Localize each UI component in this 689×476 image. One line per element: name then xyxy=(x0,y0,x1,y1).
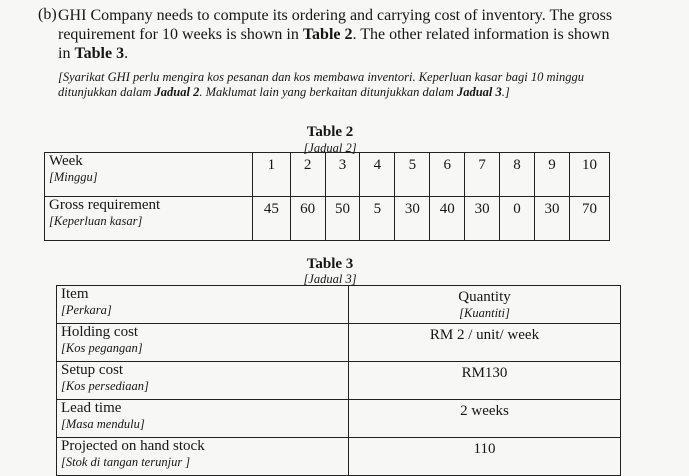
requirement-cell: 50 xyxy=(325,197,360,241)
requirement-cell: 5 xyxy=(360,197,395,241)
item-cell: Lead time [Masa mendulu] xyxy=(57,400,349,438)
requirement-cell: 30 xyxy=(534,197,569,241)
week-cell: 9 xyxy=(534,153,569,197)
table-row xyxy=(57,400,621,438)
table-row xyxy=(57,362,621,400)
quantity-cell: 110 xyxy=(349,438,621,476)
table2-week-label: Week [Minggu] xyxy=(45,153,253,197)
requirement-cell: 70 xyxy=(569,197,609,241)
table2-requirement-label: Gross requirement [Keperluan kasar] xyxy=(45,197,253,241)
week-cell: 8 xyxy=(500,153,535,197)
requirement-cell: 45 xyxy=(253,197,290,241)
question-text xyxy=(58,6,658,63)
question-line-3: in Table 3. xyxy=(58,45,129,62)
week-cell: 7 xyxy=(465,153,500,197)
week-cell: 4 xyxy=(360,153,395,197)
item-cell: Setup cost [Kos persediaan] xyxy=(57,362,349,400)
table2-title: Table 2 xyxy=(306,124,354,140)
table3-subtitle: [Jadual 3] xyxy=(303,272,357,286)
table3-title: Table 3 xyxy=(306,256,354,272)
week-cell: 10 xyxy=(569,153,609,197)
requirement-cell: 0 xyxy=(500,197,535,241)
table3-header-quantity: Quantity [Kuantiti] xyxy=(349,286,621,324)
requirement-cell: 40 xyxy=(430,197,465,241)
week-cell: 6 xyxy=(430,153,465,197)
week-cell: 5 xyxy=(395,153,430,197)
week-cell: 1 xyxy=(253,153,290,197)
table-row xyxy=(45,197,610,241)
week-cell: 2 xyxy=(290,153,325,197)
week-cell: 3 xyxy=(325,153,360,197)
table-3 xyxy=(56,285,621,476)
table-row xyxy=(57,438,621,476)
requirement-cell: 30 xyxy=(465,197,500,241)
question-line-2: requirement for 10 weeks is shown in Table 2. The other related information is shown xyxy=(58,26,610,43)
table-2 xyxy=(44,152,610,241)
table3-header-item: Item [Perkara] xyxy=(57,286,349,324)
item-cell: Holding cost [Kos pegangan] xyxy=(57,324,349,362)
item-cell: Projected on hand stock [Stok di tangan terunjur ] xyxy=(57,438,349,476)
quantity-cell: 2 weeks xyxy=(349,400,621,438)
table-row xyxy=(57,324,621,362)
quantity-cell: RM130 xyxy=(349,362,621,400)
table-row xyxy=(45,153,610,197)
quantity-cell: RM 2 / unit/ week xyxy=(349,324,621,362)
table2-subtitle: [Jadual 2] xyxy=(303,141,357,155)
question-label: (b) xyxy=(38,6,57,23)
question-malay: [Syarikat GHI perlu mengira kos pesanan dan kos membawa inventori. Keperluan kasar bagi 10 minggu ditunjukkan dalam Jadual 2. Maklumat lain yang berkaitan ditunjukkan dalam Jadual 3.] xyxy=(58,70,584,99)
requirement-cell: 60 xyxy=(290,197,325,241)
question-line-1: GHI Company needs to compute its ordering and carrying cost of inventory. The gross xyxy=(58,7,613,24)
requirement-cell: 30 xyxy=(395,197,430,241)
table-row xyxy=(57,286,621,324)
